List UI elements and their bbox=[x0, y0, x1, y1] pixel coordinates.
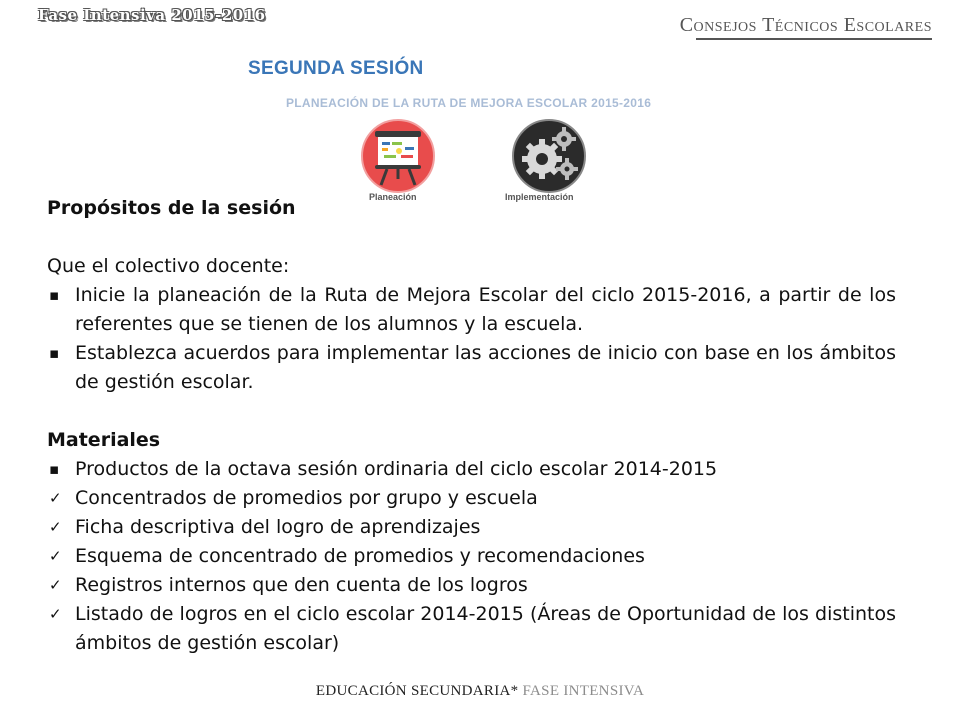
list-item bbox=[47, 571, 896, 600]
check-icon: ✓ bbox=[49, 518, 62, 536]
footer-level: EDUCACIÓN SECUNDARIA* bbox=[315, 683, 523, 699]
materials-heading: Materiales bbox=[47, 429, 161, 451]
check-icon: ✓ bbox=[49, 489, 62, 507]
list-item bbox=[47, 542, 896, 571]
presentation-board-icon bbox=[359, 117, 437, 195]
list-item bbox=[47, 339, 896, 397]
square-bullet-icon: ▪ bbox=[49, 344, 60, 362]
list-item bbox=[47, 455, 896, 484]
footer bbox=[0, 683, 960, 700]
implementacion-caption: Implementación bbox=[505, 192, 574, 202]
list-item-text: Listado de logros en el ciclo escolar 2014-2015 (Áreas de Oportunidad de los distintos ámbitos de gestión escolar) bbox=[75, 603, 896, 654]
planeacion-caption: Planeación bbox=[369, 192, 417, 202]
list-item bbox=[47, 513, 896, 542]
list-item-text: Concentrados de promedios por grupo y escuela bbox=[75, 487, 538, 509]
list-item-text: Inicie la planeación de la Ruta de Mejora Escolar del ciclo 2015-2016, a partir de los referentes que se tienen de los alumnos y la escuela. bbox=[75, 284, 896, 335]
check-icon: ✓ bbox=[49, 547, 62, 565]
fase-label: Fase Intensiva 2015-2016 bbox=[38, 6, 266, 24]
brand-underline bbox=[696, 38, 932, 40]
purposes-intro: Que el colectivo docente: bbox=[47, 255, 290, 277]
list-item-text: Establezca acuerdos para implementar las acciones de inicio con base en los ámbitos de gestión escolar. bbox=[75, 342, 896, 393]
square-bullet-icon: ▪ bbox=[49, 460, 60, 478]
purposes-heading: Propósitos de la sesión bbox=[47, 197, 296, 219]
square-bullet-icon: ▪ bbox=[49, 286, 60, 304]
purposes-list bbox=[47, 281, 896, 397]
materials-list bbox=[47, 455, 896, 658]
list-item-text: Ficha descriptiva del logro de aprendizajes bbox=[75, 516, 481, 538]
list-item bbox=[47, 484, 896, 513]
brand-title: Consejos Técnicos Escolares bbox=[679, 14, 932, 36]
session-title: SEGUNDA SESIÓN bbox=[248, 58, 424, 79]
gears-icon bbox=[510, 117, 588, 195]
list-item-text: Registros internos que den cuenta de los logros bbox=[75, 574, 528, 596]
check-icon: ✓ bbox=[49, 605, 62, 623]
list-item-text: Esquema de concentrado de promedios y recomendaciones bbox=[75, 545, 645, 567]
content-body bbox=[47, 194, 896, 658]
footer-phase: FASE INTENSIVA bbox=[522, 683, 645, 699]
check-icon: ✓ bbox=[49, 576, 62, 594]
list-item-text: Productos de la octava sesión ordinaria del ciclo escolar 2014-2015 bbox=[75, 458, 718, 480]
session-subtitle: PLANEACIÓN DE LA RUTA DE MEJORA ESCOLAR 2015-2016 bbox=[286, 96, 652, 110]
list-item bbox=[47, 281, 896, 339]
list-item bbox=[47, 600, 896, 658]
